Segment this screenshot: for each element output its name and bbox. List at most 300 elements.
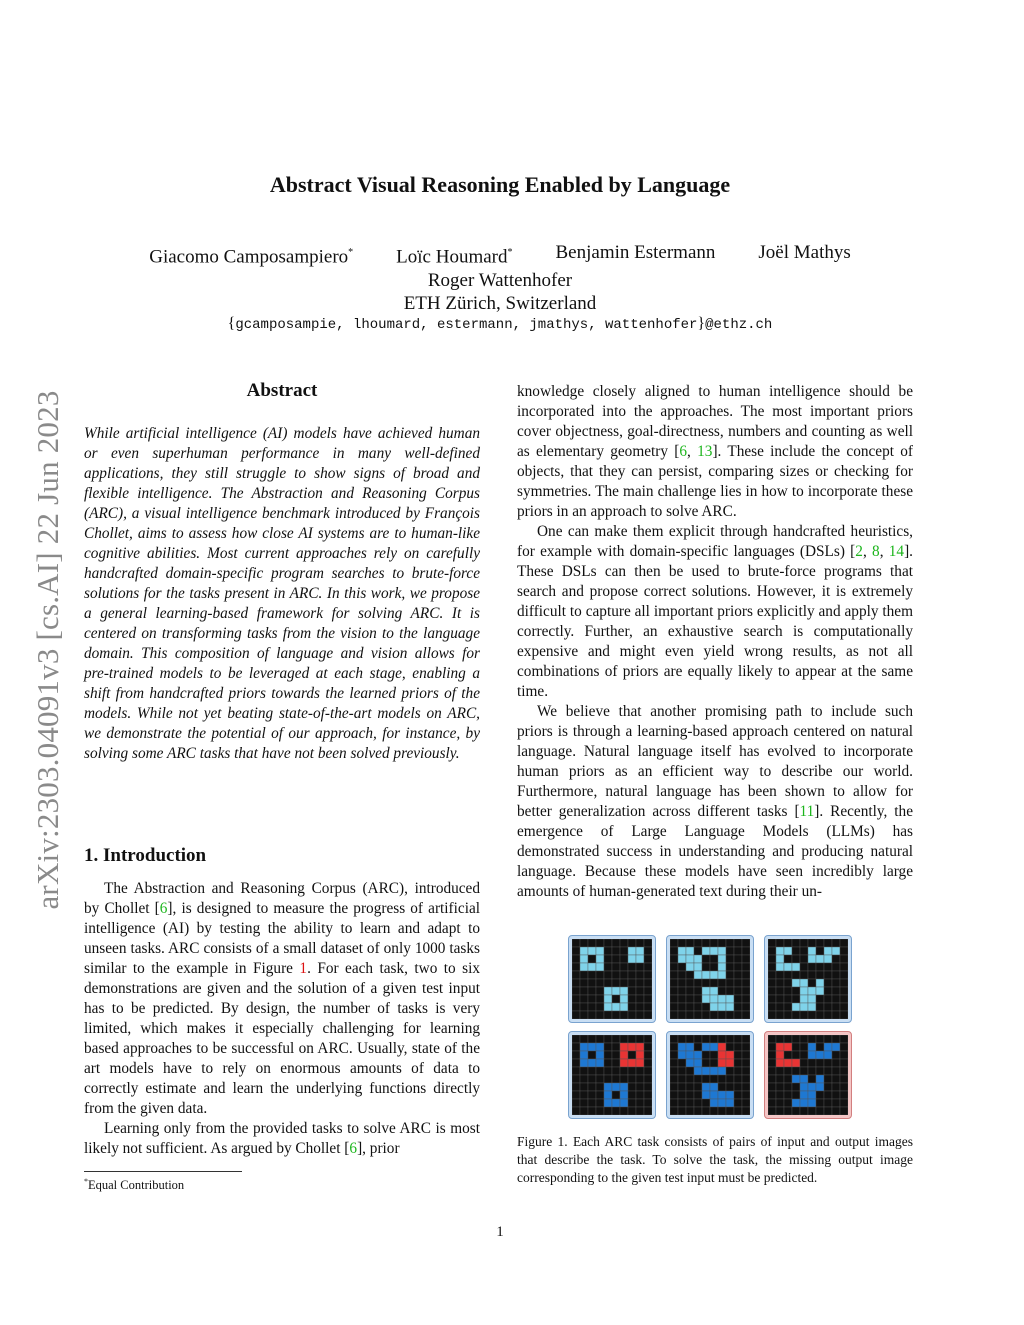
grid-cell (726, 1043, 734, 1051)
grid-cell (604, 955, 612, 963)
grid-cell (734, 971, 742, 979)
grid-cell (800, 1107, 808, 1115)
grid-cell (768, 1067, 776, 1075)
grid-cell (612, 1059, 620, 1067)
grid-cell (832, 939, 840, 947)
grid-cell (776, 955, 784, 963)
grid-cell (702, 963, 710, 971)
grid-cell (580, 955, 588, 963)
grid-cell (670, 1059, 678, 1067)
grid-cell (710, 939, 718, 947)
grid-cell (702, 971, 710, 979)
grid-cell (678, 963, 686, 971)
grid-cell (702, 1099, 710, 1107)
grid-cell (840, 1011, 848, 1019)
grid-cell (832, 1083, 840, 1091)
grid-cell (644, 1011, 652, 1019)
grid-cell (694, 1075, 702, 1083)
grid-cell (670, 1075, 678, 1083)
grid-cell (726, 1075, 734, 1083)
grid-cell (840, 1099, 848, 1107)
grid-cell (776, 1083, 784, 1091)
grid-cell (588, 963, 596, 971)
grid-cell (742, 1083, 750, 1091)
grid-cell (792, 1011, 800, 1019)
grid-cell (800, 979, 808, 987)
grid-cell (718, 987, 726, 995)
grid-cell (612, 979, 620, 987)
grid-cell (800, 1075, 808, 1083)
grid-cell (670, 963, 678, 971)
grid-cell (694, 979, 702, 987)
grid-cell (832, 1043, 840, 1051)
grid-cell (580, 971, 588, 979)
grid-cell (734, 995, 742, 1003)
grid-cell (670, 971, 678, 979)
grid-cell (612, 939, 620, 947)
grid-cell (636, 971, 644, 979)
grid-cell (572, 995, 580, 1003)
grid-cell (840, 987, 848, 995)
grid-cell (816, 939, 824, 947)
grid-cell (824, 1091, 832, 1099)
grid-cell (620, 955, 628, 963)
grid-cell (816, 963, 824, 971)
grid-cell (636, 955, 644, 963)
grid-cell (670, 987, 678, 995)
grid-cell (580, 947, 588, 955)
grid-cell (840, 947, 848, 955)
grid-cell (726, 1059, 734, 1067)
grid-cell (710, 995, 718, 1003)
grid-cell (604, 939, 612, 947)
grid-cell (768, 1035, 776, 1043)
grid-cell (620, 1051, 628, 1059)
grid-cell (824, 1011, 832, 1019)
grid-cell (636, 1011, 644, 1019)
grid-cell (768, 1075, 776, 1083)
abstract-heading: Abstract (246, 380, 318, 401)
grid-cell (808, 1043, 816, 1051)
grid-cell (816, 995, 824, 1003)
grid-cell (808, 979, 816, 987)
grid-cell (636, 995, 644, 1003)
grid-cell (588, 955, 596, 963)
grid-cell (572, 1011, 580, 1019)
grid-cell (644, 963, 652, 971)
grid-cell (840, 1043, 848, 1051)
grid-cell (784, 1059, 792, 1067)
grid-cell (580, 1075, 588, 1083)
grid-cell (596, 979, 604, 987)
grid-cell (808, 1107, 816, 1115)
grid-cell (776, 939, 784, 947)
citation-link[interactable]: 6 (159, 900, 168, 917)
grid-cell (686, 1067, 694, 1075)
grid-cell (800, 1099, 808, 1107)
grid-cell (628, 1075, 636, 1083)
grid-cell (604, 1107, 612, 1115)
grid-cell (686, 1003, 694, 1011)
grid-cell (816, 1003, 824, 1011)
grid-cell (710, 1075, 718, 1083)
citation-link[interactable]: 6 (679, 443, 688, 460)
grid-cell (768, 955, 776, 963)
grid-cell (580, 1107, 588, 1115)
grid-cell (710, 1083, 718, 1091)
grid-cell (628, 995, 636, 1003)
grid-cell (816, 971, 824, 979)
grid-cell (816, 947, 824, 955)
grid-cell (702, 1035, 710, 1043)
grid-cell (776, 1043, 784, 1051)
grid-cell (628, 939, 636, 947)
grid-cell (832, 1099, 840, 1107)
grid-cell (824, 1099, 832, 1107)
grid-cell (628, 1003, 636, 1011)
grid-cell (686, 971, 694, 979)
grid-cell (742, 963, 750, 971)
grid-cell (620, 1075, 628, 1083)
grid-cell (742, 1075, 750, 1083)
grid-cell (768, 1107, 776, 1115)
grid-cell (776, 979, 784, 987)
grid-cell (596, 1051, 604, 1059)
grid-cell (742, 1011, 750, 1019)
grid-cell (808, 1051, 816, 1059)
grid-cell (670, 947, 678, 955)
grid-cell (832, 1107, 840, 1115)
grid-cell (694, 1051, 702, 1059)
grid-cell (596, 1099, 604, 1107)
grid-cell (784, 1043, 792, 1051)
grid-cell (784, 979, 792, 987)
figure-reference-link[interactable]: 1 (299, 960, 308, 977)
grid-cell (832, 987, 840, 995)
grid-cell (784, 1011, 792, 1019)
grid-cell (726, 1035, 734, 1043)
grid-cell (808, 1067, 816, 1075)
grid-cell (644, 955, 652, 963)
grid-cell (588, 1035, 596, 1043)
paper-title: Abstract Visual Reasoning Enabled by Language (269, 172, 731, 197)
grid-cell (572, 987, 580, 995)
grid-cell (686, 955, 694, 963)
grid-cell (628, 987, 636, 995)
grid-cell (734, 979, 742, 987)
grid-cell (588, 1067, 596, 1075)
grid-cell (620, 1035, 628, 1043)
grid-cell (710, 1099, 718, 1107)
grid-cell (596, 1059, 604, 1067)
grid-cell (800, 1003, 808, 1011)
grid-cell (620, 1003, 628, 1011)
grid-cell (792, 947, 800, 955)
grid-cell (596, 1091, 604, 1099)
grid-cell (734, 963, 742, 971)
grid-cell (808, 1091, 816, 1099)
grid-cell (734, 1067, 742, 1075)
grid-cell (784, 1067, 792, 1075)
grid-cell (644, 987, 652, 995)
grid-cell (686, 987, 694, 995)
grid-cell (808, 1035, 816, 1043)
grid-cell (734, 1035, 742, 1043)
grid-cell (596, 963, 604, 971)
grid-cell (702, 1051, 710, 1059)
grid-cell (792, 971, 800, 979)
grid-cell (800, 947, 808, 955)
grid-cell (670, 1107, 678, 1115)
grid-cell (784, 971, 792, 979)
grid-cell (604, 1011, 612, 1019)
grid-cell (588, 947, 596, 955)
grid-cell (768, 979, 776, 987)
grid-cell (670, 955, 678, 963)
grid-cell (604, 1067, 612, 1075)
grid-cell (816, 1107, 824, 1115)
grid-cell (710, 955, 718, 963)
grid-cell (694, 1099, 702, 1107)
grid-cell (612, 1075, 620, 1083)
grid-cell (832, 1003, 840, 1011)
grid-cell (840, 955, 848, 963)
grid-cell (572, 963, 580, 971)
grid-cell (628, 1083, 636, 1091)
grid-cell (596, 1067, 604, 1075)
grid-cell (694, 987, 702, 995)
grid-cell (824, 1083, 832, 1091)
grid-cell (800, 1011, 808, 1019)
grid-cell (726, 1091, 734, 1099)
grid-cell (800, 1043, 808, 1051)
grid-cell (612, 1107, 620, 1115)
grid-cell (776, 1107, 784, 1115)
abstract-text: While artificial intelligence (AI) models have achieved human or even superhuman performance in many well-defined applications, they still struggle to show signs of broad and flexible intelligence. The Abstraction and Reasoning Corpus (ARC), a visual intelligence benchmark introduced by François Chollet, aims to assess how close AI systems are to human-like cognitive abilities. Most current approaches rely on carefully handcrafted domain-specific program searches to brute-force solutions for the tasks present in ARC. In this work, we propose a general learning-based framework for solving ARC. It is centered on transforming tasks from the vision to the language domain. This composition of language and vision allows for pre-trained models to be leveraged at each stage, enabling a shift from handcrafted priors towards the learned priors of the models. While not yet beating state-of-the-art models on ARC, we demonstrate the potential of our approach, for instance, by solving some ARC tasks that have not been solved previously. (84, 425, 480, 762)
arxiv-identifier-stamp: arXiv:2303.04091v3 [cs.AI] 22 Jun 2023 (30, 390, 65, 910)
grid-cell (776, 1035, 784, 1043)
grid-cell (580, 1011, 588, 1019)
train-output-grid-2 (666, 1031, 754, 1119)
grid-cell (800, 955, 808, 963)
grid-cell (636, 1099, 644, 1107)
grid-cell (824, 1035, 832, 1043)
grid-cell (686, 979, 694, 987)
grid-cell (596, 995, 604, 1003)
grid-cell (768, 1091, 776, 1099)
grid-cell (726, 995, 734, 1003)
grid-cell (686, 1051, 694, 1059)
grid-cell (596, 1003, 604, 1011)
grid-cell (636, 1067, 644, 1075)
grid-cell (620, 1083, 628, 1091)
grid-cell (588, 1011, 596, 1019)
grid-cell (742, 1003, 750, 1011)
grid-cell (824, 955, 832, 963)
grid-cell (636, 979, 644, 987)
arc-grid (670, 939, 750, 1019)
grid-cell (734, 1011, 742, 1019)
grid-cell (588, 1075, 596, 1083)
grid-cell (678, 947, 686, 955)
grid-cell (816, 1091, 824, 1099)
grid-cell (572, 939, 580, 947)
grid-cell (670, 1051, 678, 1059)
grid-cell (808, 971, 816, 979)
paragraph: The Abstraction and Reasoning Corpus (ARC), introduced by Chollet [6], is designed to measure the progress of artificial intelligence (AI) by testing the ability to learn and adapt to unseen tasks. ARC consists of a small dataset of only 1000 tasks similar to the example in Figure 1. For each task, two to six demonstrations are given and the solution of a given test input has to be predicted. By design, the number of tasks is very limited, which makes it especially challenging for learning based approaches to be successful on ARC. Usually, state of the art models have to rely on enormous amounts of data to correctly estimate and learn the underlying functions directly from the given data. (84, 880, 480, 1117)
grid-cell (776, 1059, 784, 1067)
grid-cell (768, 995, 776, 1003)
grid-cell (784, 955, 792, 963)
grid-cell (694, 947, 702, 955)
grid-cell (792, 1003, 800, 1011)
citation-link[interactable]: 13 (697, 443, 713, 460)
grid-cell (784, 1003, 792, 1011)
grid-cell (718, 1051, 726, 1059)
grid-cell (580, 979, 588, 987)
grid-cell (580, 987, 588, 995)
grid-cell (604, 979, 612, 987)
grid-cell (588, 1003, 596, 1011)
grid-cell (742, 1107, 750, 1115)
grid-cell (694, 1091, 702, 1099)
grid-cell (734, 1051, 742, 1059)
grid-cell (572, 1075, 580, 1083)
grid-cell (596, 1035, 604, 1043)
grid-cell (718, 971, 726, 979)
citation-link[interactable]: 8 (872, 543, 880, 560)
grid-cell (588, 1083, 596, 1091)
grid-cell (768, 939, 776, 947)
grid-cell (776, 971, 784, 979)
grid-cell (768, 971, 776, 979)
footnote-divider (84, 1171, 242, 1172)
grid-cell (734, 947, 742, 955)
grid-cell (742, 987, 750, 995)
paragraph: Learning only from the provided tasks to solve ARC is most likely not sufficient. As argued by Chollet [6], prior (84, 1120, 480, 1157)
grid-cell (694, 963, 702, 971)
grid-cell (596, 987, 604, 995)
grid-cell (702, 995, 710, 1003)
citation-link[interactable]: 6 (349, 1140, 358, 1157)
grid-cell (726, 987, 734, 995)
paragraph: We believe that another promising path to include such priors is through a learning-based approach centered on natural language. Natural language itself has evolved to incorporate human priors as an efficient way to describe our world. Furthermore, natural language has been shown to allow for better generalization across different tasks [11]. Recently, the emergence of Large Language Models (LLMs) has demonstrated success in understanding and producing natural language. Because these models have seen incredibly large amounts of human-generated text during their un- (517, 703, 913, 900)
grid-cell (644, 1059, 652, 1067)
citation-link[interactable]: 2 (855, 543, 863, 560)
introduction-text (84, 879, 480, 1159)
grid-cell (784, 1051, 792, 1059)
grid-cell (612, 947, 620, 955)
grid-cell (572, 1091, 580, 1099)
grid-cell (580, 963, 588, 971)
grid-cell (734, 1043, 742, 1051)
grid-cell (596, 1011, 604, 1019)
grid-cell (808, 995, 816, 1003)
citation-link[interactable]: 14 (888, 543, 905, 560)
grid-cell (596, 1107, 604, 1115)
grid-cell (572, 1067, 580, 1075)
grid-cell (702, 1043, 710, 1051)
grid-cell (800, 1091, 808, 1099)
grid-cell (644, 1035, 652, 1043)
grid-cell (612, 1091, 620, 1099)
grid-cell (636, 1059, 644, 1067)
grid-cell (792, 963, 800, 971)
grid-cell (808, 963, 816, 971)
grid-cell (816, 1051, 824, 1059)
grid-cell (580, 1091, 588, 1099)
grid-cell (686, 1035, 694, 1043)
grid-cell (702, 947, 710, 955)
grid-cell (604, 1083, 612, 1091)
page-number: 1 (496, 1224, 504, 1240)
citation-link[interactable]: 11 (799, 803, 815, 820)
grid-cell (776, 1067, 784, 1075)
grid-cell (644, 995, 652, 1003)
introduction-heading: 1. Introduction (84, 845, 207, 866)
grid-cell (832, 1059, 840, 1067)
grid-cell (824, 939, 832, 947)
grid-cell (694, 1107, 702, 1115)
grid-cell (816, 1011, 824, 1019)
grid-cell (710, 1011, 718, 1019)
grid-cell (702, 1083, 710, 1091)
grid-cell (710, 1035, 718, 1043)
grid-cell (710, 1003, 718, 1011)
grid-cell (702, 1067, 710, 1075)
grid-cell (784, 1083, 792, 1091)
grid-cell (580, 1003, 588, 1011)
grid-cell (628, 1035, 636, 1043)
grid-cell (678, 1107, 686, 1115)
grid-cell (702, 987, 710, 995)
grid-cell (718, 1003, 726, 1011)
grid-cell (710, 971, 718, 979)
grid-cell (686, 1059, 694, 1067)
grid-cell (726, 955, 734, 963)
grid-cell (678, 1099, 686, 1107)
grid-cell (702, 1003, 710, 1011)
grid-cell (636, 1107, 644, 1115)
grid-cell (816, 1099, 824, 1107)
grid-cell (792, 1059, 800, 1067)
grid-cell (808, 1059, 816, 1067)
grid-cell (792, 1067, 800, 1075)
grid-cell (832, 1091, 840, 1099)
grid-cell (784, 987, 792, 995)
arc-grid (768, 939, 848, 1019)
grid-cell (604, 1075, 612, 1083)
grid-cell (832, 947, 840, 955)
arc-grid (670, 1035, 750, 1115)
grid-cell (588, 1051, 596, 1059)
grid-cell (816, 1059, 824, 1067)
grid-cell (718, 955, 726, 963)
grid-cell (588, 987, 596, 995)
grid-cell (784, 1091, 792, 1099)
affiliation: ETH Zürich, Switzerland (403, 293, 597, 315)
grid-cell (742, 1091, 750, 1099)
grid-cell (678, 1091, 686, 1099)
grid-cell (840, 979, 848, 987)
grid-cell (742, 979, 750, 987)
grid-cell (840, 1107, 848, 1115)
grid-cell (636, 1051, 644, 1059)
grid-cell (678, 995, 686, 1003)
grid-cell (694, 1083, 702, 1091)
grid-cell (572, 1003, 580, 1011)
grid-cell (670, 1011, 678, 1019)
